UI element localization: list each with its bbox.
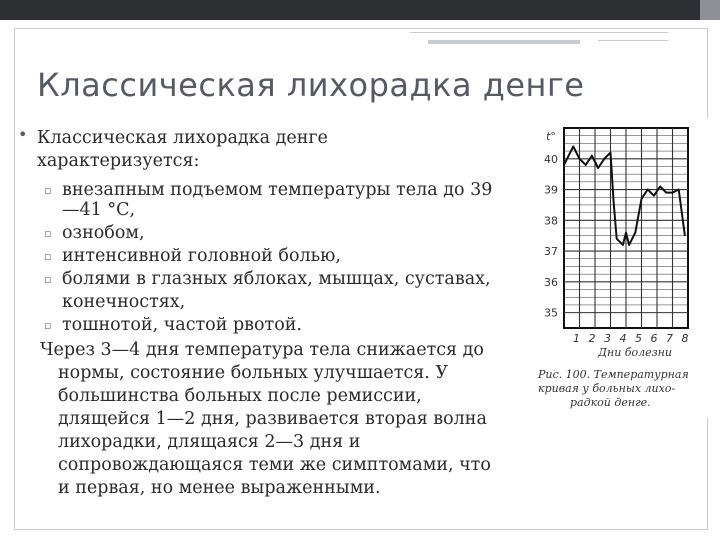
x-tick-label: 6 bbox=[650, 332, 658, 345]
figure-caption-line: Рис. 100. Температурная bbox=[538, 368, 689, 381]
y-tick-label: 39 bbox=[544, 183, 558, 197]
bullet-marker: • bbox=[18, 125, 28, 144]
bullet-text: болями в глазных яблоках, мышцах, суставах, bbox=[62, 269, 491, 289]
x-tick-label: 2 bbox=[588, 332, 596, 345]
temperature-chart bbox=[536, 118, 716, 418]
paragraph-line: нормы, состояние больных улучшается. У bbox=[58, 363, 449, 383]
top-bar-accent bbox=[700, 0, 720, 20]
y-tick-label: 35 bbox=[544, 306, 558, 320]
paragraph-line: большинства больных после ремиссии, bbox=[58, 386, 422, 406]
sub-bullet-marker: ▫ bbox=[44, 319, 52, 332]
x-tick-label: 7 bbox=[666, 332, 673, 345]
paragraph-line: сопровождающаяся теми же симптомами, что bbox=[58, 455, 491, 475]
sub-bullet-marker: ▫ bbox=[44, 227, 52, 240]
x-tick-label: 5 bbox=[635, 332, 642, 345]
figure-caption-line: кривая у больных лихо- bbox=[538, 382, 676, 395]
x-tick-label: 1 bbox=[573, 332, 580, 345]
y-tick-label: 36 bbox=[544, 275, 558, 289]
paragraph-line: длящейся 1—2 дня, развивается вторая волна bbox=[58, 409, 487, 429]
x-tick-label: 4 bbox=[619, 332, 627, 345]
bullet-text: интенсивной головной болью, bbox=[62, 246, 341, 266]
x-tick-label: 3 bbox=[604, 332, 611, 345]
intro-line: Классическая лихорадка денге bbox=[37, 128, 328, 148]
y-tick-label: 38 bbox=[544, 214, 558, 228]
bullet-text: конечностях, bbox=[62, 292, 186, 312]
y-axis-symbol: t° bbox=[546, 130, 556, 143]
sub-bullet-marker: ▫ bbox=[44, 250, 52, 263]
bullet-text: тошнотой, частой рвотой. bbox=[62, 315, 302, 335]
paragraph-line: Через 3—4 дня температура тела снижается до bbox=[40, 340, 484, 360]
bullet-text: внезапным подъемом температуры тела до 39 bbox=[62, 180, 493, 200]
paragraph-line: лихорадки, длящаяся 2—3 дня и bbox=[58, 432, 361, 452]
bullet-text: —41 °С, bbox=[62, 200, 136, 220]
intro-line: характеризуется: bbox=[37, 151, 200, 171]
sub-bullet-marker: ▫ bbox=[44, 273, 52, 286]
sub-bullet-marker: ▫ bbox=[44, 184, 52, 197]
top-bar bbox=[0, 0, 720, 20]
x-axis-label: Дни болезни bbox=[598, 346, 672, 359]
slide-title: Классическая лихорадка денге bbox=[37, 66, 585, 104]
figure-caption-line: радкой денге. bbox=[570, 396, 651, 409]
y-tick-label: 37 bbox=[544, 245, 558, 259]
paragraph-line: и первая, но менее выраженными. bbox=[58, 478, 381, 498]
y-tick-label: 40 bbox=[544, 152, 558, 166]
bullet-text: ознобом, bbox=[62, 223, 145, 243]
x-tick-label: 8 bbox=[681, 332, 689, 345]
